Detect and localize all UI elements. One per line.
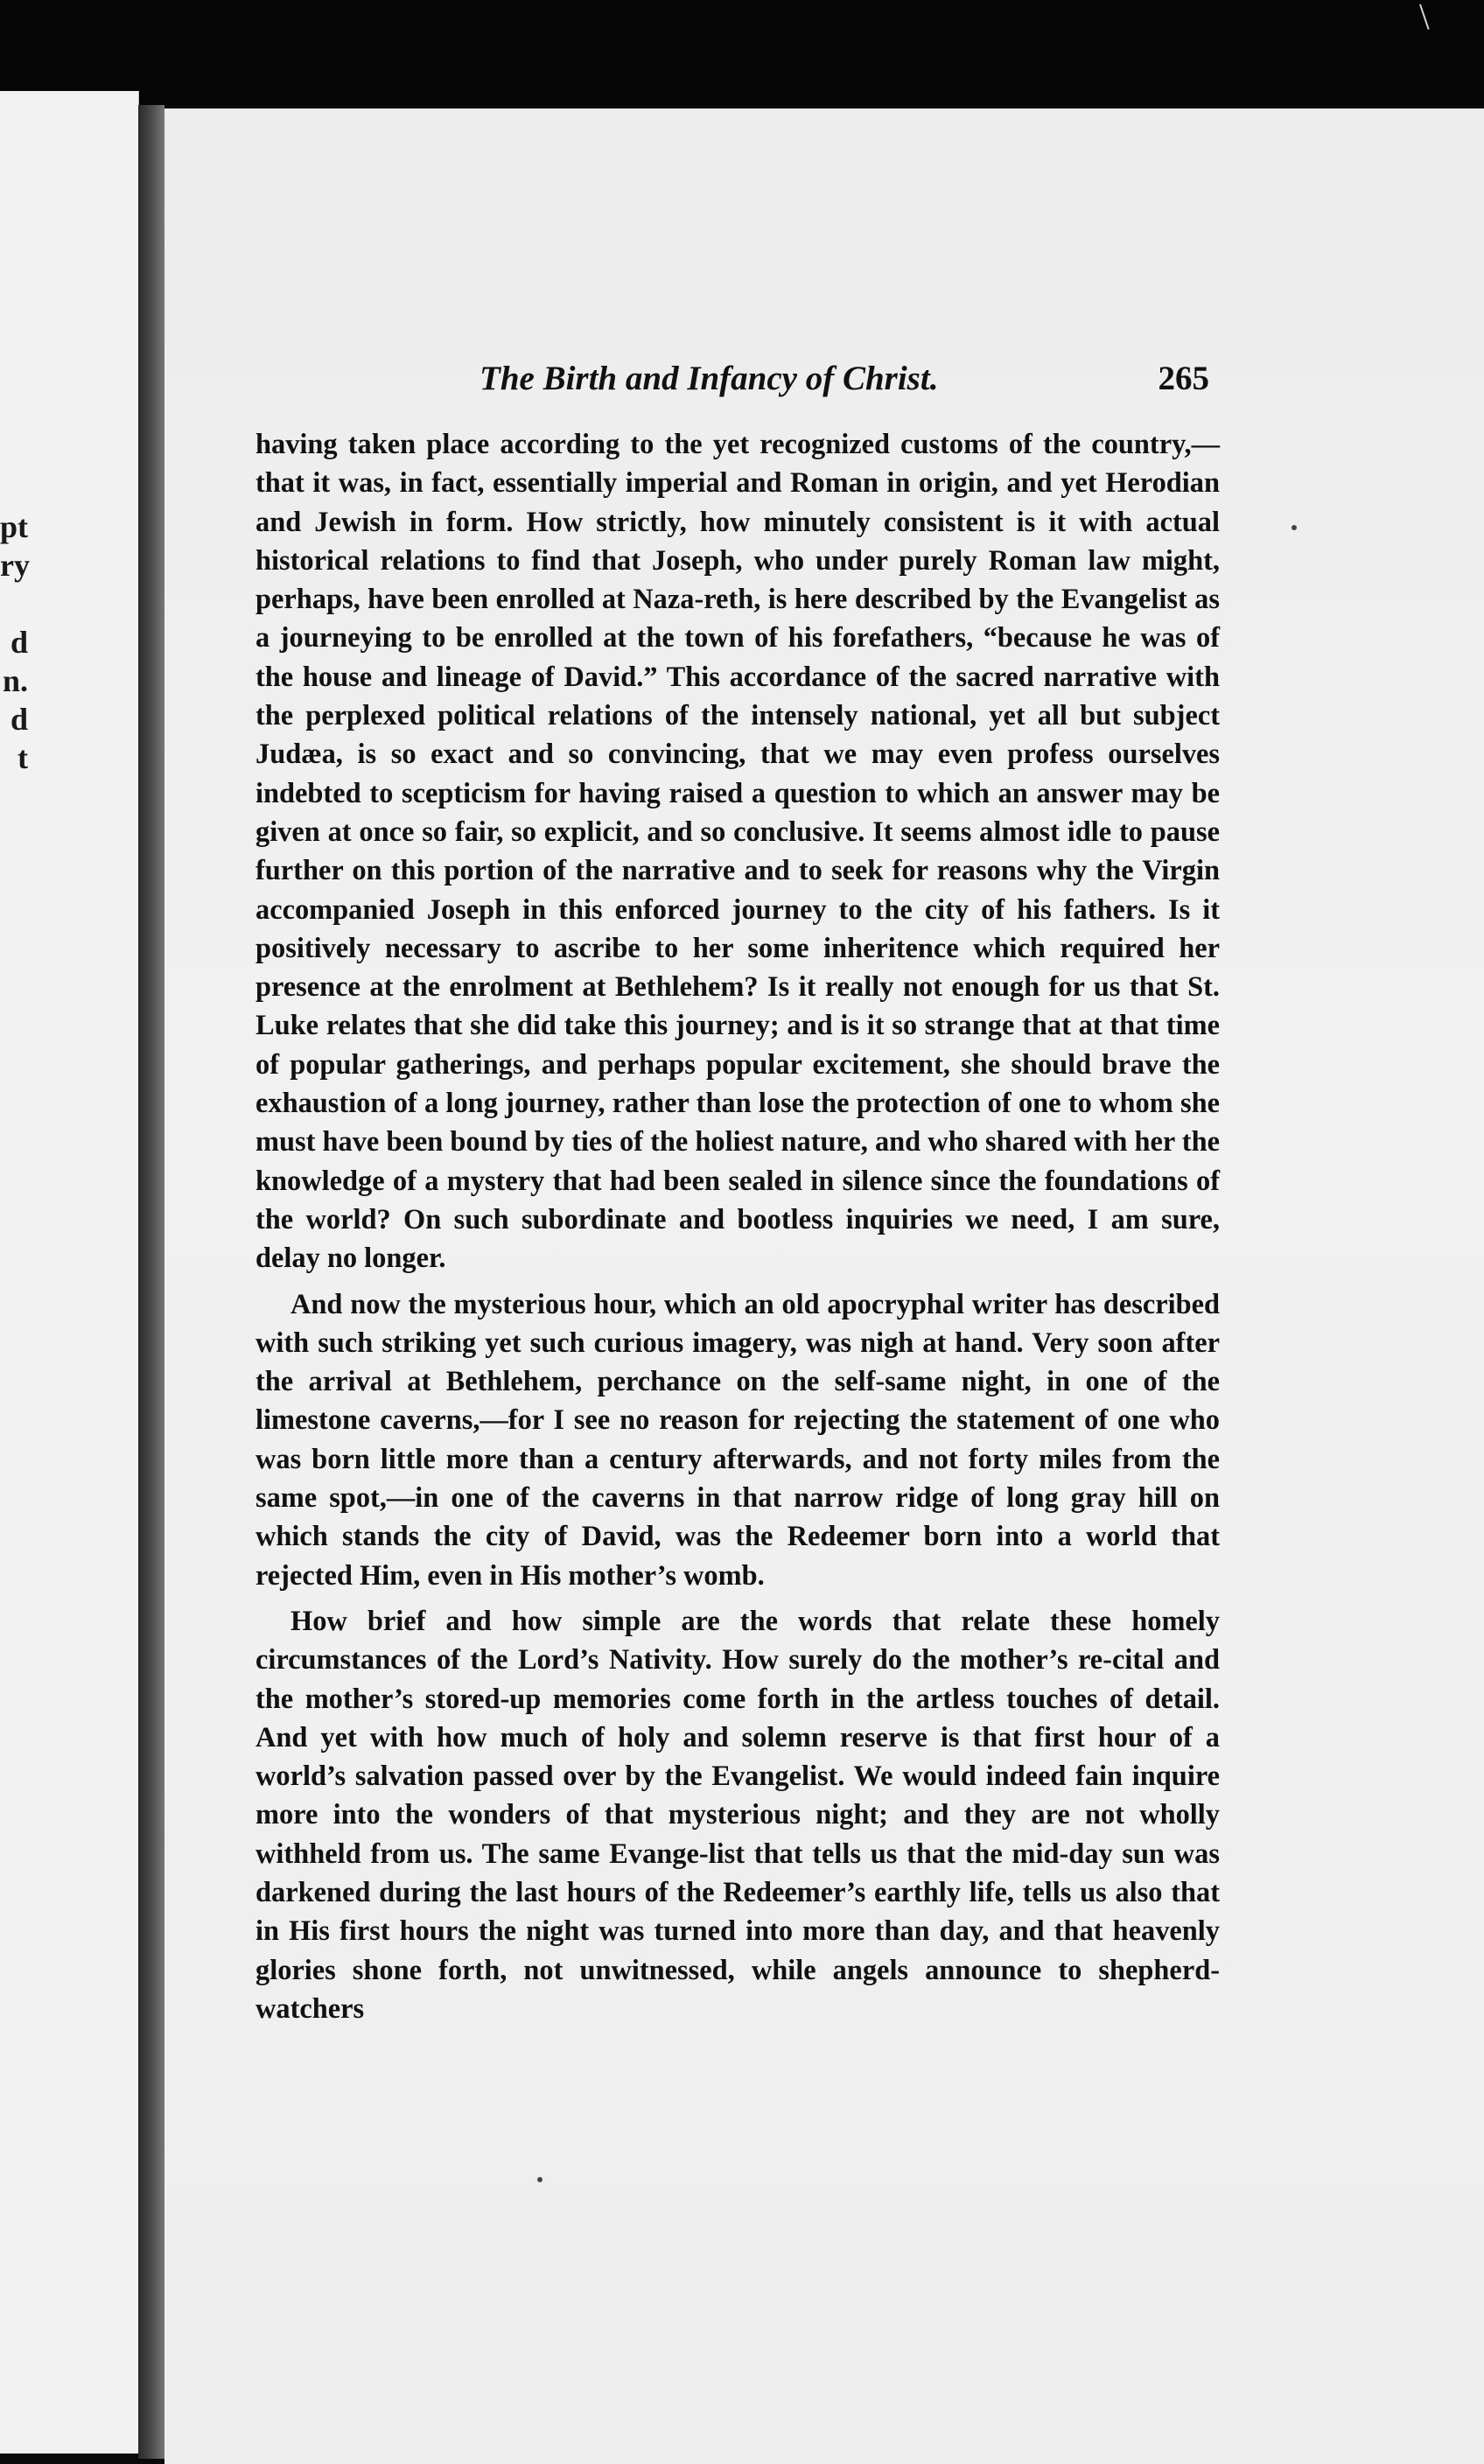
fragment-line: t: [18, 740, 28, 775]
fragment-line: [0, 584, 28, 623]
book-binding: [138, 105, 164, 2459]
previous-page-fragments: [0, 508, 28, 777]
page-number: 265: [1158, 360, 1209, 397]
paragraph: How brief and how simple are the words that relate these homely circumstances of the Lord’s Nativity. How surely do the mother’s re-cital and the mother’s stored-up memories come forth in the artless touches of detail. And yet with how much of holy and solemn reserve is that first hour of a world’s salvation passed over by the Evangelist. We would indeed fain inquire more into the wonders of that mysterious night; and they are not wholly withheld from us. The same Evange-list that tells us that the mid-day sun was darkened during the last hours of the Redeemer’s earthly life, tells us also that in His first hours the night was turned into more than day, and that heavenly glories shone forth, not unwitnessed, while angels announce to shepherd-watchers: [256, 1605, 1220, 2025]
fragment-line: n.: [2, 663, 28, 698]
paper-speck: [1292, 525, 1297, 530]
fragment-line: ry: [0, 548, 30, 583]
paper-speck: [537, 2177, 542, 2182]
fragment-line: d: [10, 702, 28, 737]
fragment-line: pt: [0, 509, 29, 544]
scan-top-band: [0, 0, 1484, 105]
corner-mark: \: [1419, 0, 1430, 38]
paragraph: And now the mysterious hour, which an old apocryphal writer has described with such striking yet such curious imagery, was nigh at hand. Very soon after the arrival at Bethlehem, perchance on the self-same night, in one of the limestone caverns,—for I see no reason for rejecting the statement of one who was born little more than a century afterwards, and not forty miles from the same spot,—in one of the caverns in that narrow ridge of long gray hill on which stands the city of David, was the Redeemer born into a world that rejected Him, even in His mother’s womb.: [256, 1288, 1220, 1592]
running-header: [317, 359, 1209, 408]
paragraph: having taken place according to the yet recognized customs of the country,—that it was, in fact, essentially imperial and Roman in origin, and yet Herodian and Jewish in form. How strictly, how minutely consistent is it with actual historical relations to find that Joseph, who under purely Roman law might, perhaps, have been enrolled at Naza-reth, is here described by the Evangelist as a journeying to be enrolled at the town of his forefathers, “because he was of the house and lineage of David.” This accordance of the sacred narrative with the perplexed political relations of the intensely national, yet all but subject Judæa, is so exact and so convincing, that we may even profess ourselves indebted to scepticism for having raised a question to which an answer may be given at once so fair, so explicit, and so conclusive. It seems almost idle to pause further on this portion of the narrative and to seek for reasons why the Virgin accompanied Joseph in this enforced journey to the city of his fathers. Is it positively necessary to ascribe to her some inheritence which required her presence at the enrolment at Bethlehem? Is it really not enough for us that St. Luke relates that she did take this journey; and is it so strange that at that time of popular gatherings, and perhaps popular excitement, she should brave the exhaustion of a long journey, rather than lose the protection of one to whom she must have been bound by ties of the holiest nature, and who shared with her the knowledge of a mystery that had been sealed in silence since the foundations of the world? On such subordinate and bootless inquiries we need, I am sure, delay no longer.: [256, 429, 1220, 1275]
running-title: The Birth and Infancy of Christ.: [480, 360, 939, 397]
fragment-line: d: [10, 625, 28, 660]
previous-page-edge: [0, 91, 139, 2454]
body-text: [256, 425, 1220, 2035]
